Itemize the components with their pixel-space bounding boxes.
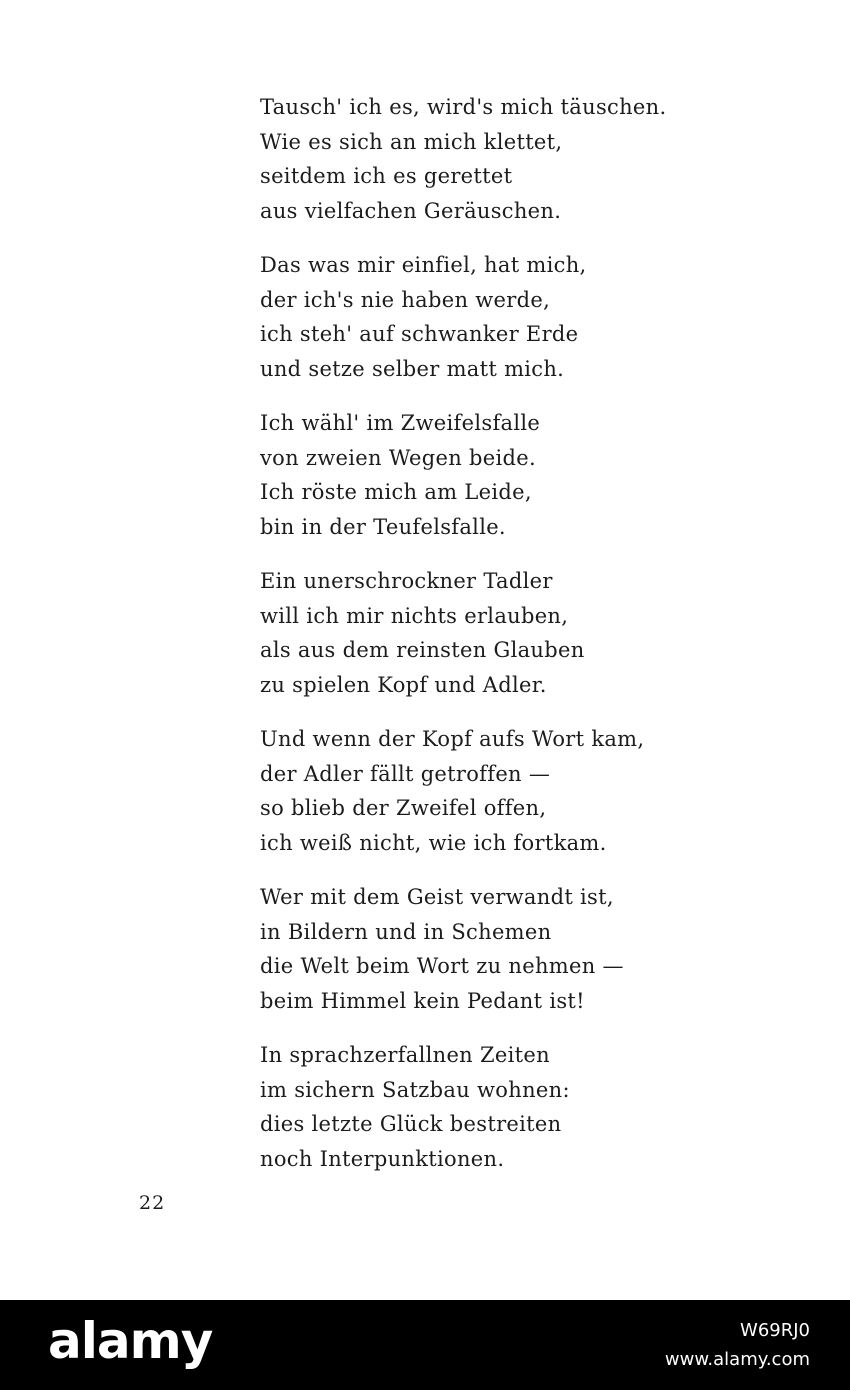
poem-line: Und wenn der Kopf aufs Wort kam, [260, 727, 645, 751]
alamy-logo: alamy [48, 1312, 213, 1370]
poem-line: will ich mir nichts erlauben, [260, 603, 569, 628]
poem-line: im sichern Satzbau wohnen: [260, 1077, 570, 1102]
image-id: W69RJ0 [740, 1320, 810, 1341]
footer-url: www.alamy.com [664, 1349, 810, 1370]
poem-line: zu spielen Kopf und Adler. [260, 672, 547, 697]
watermark-footer [0, 1300, 850, 1390]
poem-line: der ich's nie haben werde, [260, 287, 551, 312]
poem-line: dies letzte Glück bestreiten [260, 1112, 562, 1136]
stanza [260, 406, 740, 544]
poem-line: und setze selber matt mich. [260, 356, 565, 381]
poem-line: Tausch' ich es, wird's mich täuschen. [260, 95, 667, 119]
poem-line: noch Interpunktionen. [260, 1146, 505, 1171]
page-number: 22 [139, 1192, 166, 1214]
poem-line: Das was mir einfiel, hat mich, [260, 253, 587, 277]
poem-line: bin in der Teufelsfalle. [260, 514, 506, 539]
stanza [260, 722, 740, 860]
poem-line: seitdem ich es gerettet [260, 164, 513, 188]
poem-line: als aus dem reinsten Glauben [260, 638, 585, 662]
poem-line: so blieb der Zweifel offen, [260, 796, 547, 820]
stanza [260, 564, 740, 702]
poem-line: ich steh' auf schwanker Erde [260, 322, 579, 346]
poem-line: ich weiß nicht, wie ich fortkam. [260, 830, 607, 855]
poem-line: Wer mit dem Geist verwandt ist, [260, 885, 614, 909]
poem-line: von zweien Wegen beide. [260, 445, 536, 470]
poem-line: in Bildern und in Schemen [260, 919, 552, 944]
poem-line: Ich röste mich am Leide, [260, 480, 532, 504]
stanza [260, 1038, 740, 1176]
stanza [260, 880, 740, 1018]
poem-line: Wie es sich an mich klettet, [260, 129, 563, 154]
stanza [260, 90, 740, 228]
poem-line: Ein unerschrockner Tadler [260, 569, 553, 593]
poem-line: die Welt beim Wort zu nehmen — [260, 954, 624, 978]
poem [260, 90, 740, 1196]
poem-line: Ich wähl' im Zweifelsfalle [260, 411, 541, 435]
poem-line: beim Himmel kein Pedant ist! [260, 988, 585, 1013]
stanza [260, 248, 740, 386]
poem-line: In sprachzerfallnen Zeiten [260, 1043, 550, 1067]
poem-line: aus vielfachen Geräuschen. [260, 198, 562, 223]
poem-line: der Adler fällt getroffen — [260, 761, 551, 786]
